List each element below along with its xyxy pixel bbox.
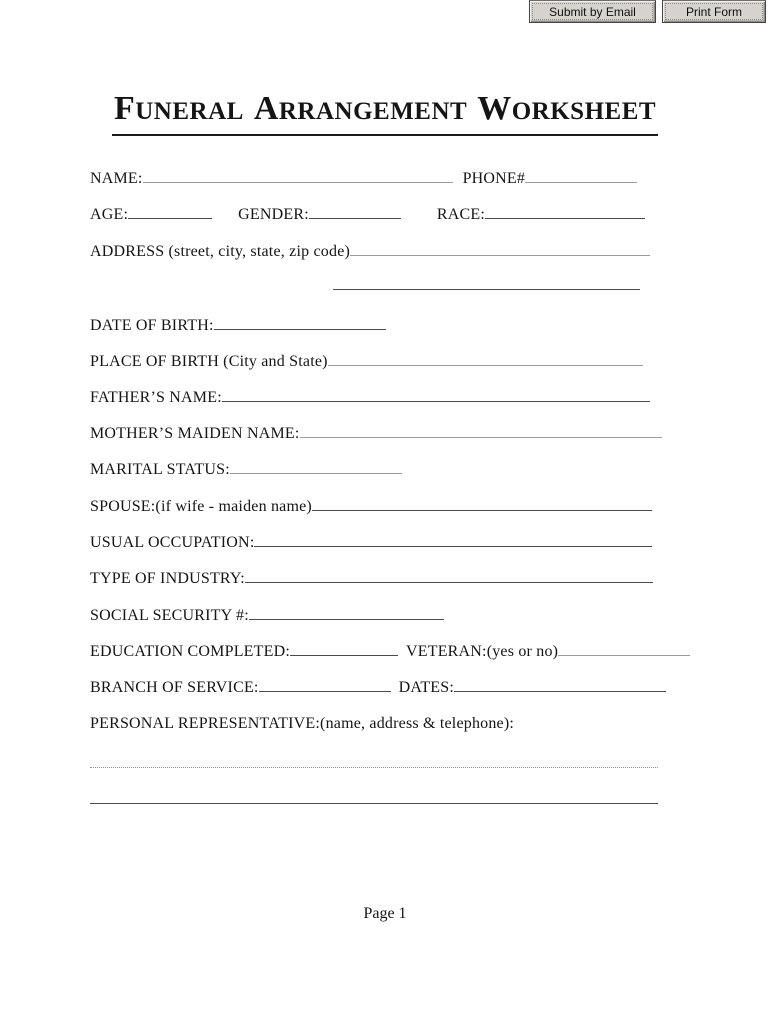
address-input[interactable] — [350, 241, 650, 256]
title-word2-rest: RRANGEMENT — [278, 98, 468, 125]
title-word2-initial: A — [253, 90, 279, 127]
education-completed-input[interactable] — [290, 641, 398, 656]
phone-label: PHONE# — [462, 170, 526, 187]
row-usual-occupation — [90, 532, 652, 553]
place-of-birth-label: PLACE OF BIRTH (City and State) — [90, 353, 328, 370]
marital-status-input[interactable] — [230, 459, 402, 474]
place-of-birth-input[interactable] — [328, 351, 643, 366]
usual-occupation-input[interactable] — [254, 532, 652, 547]
row-fathers-name — [90, 387, 650, 408]
row-place-of-birth — [90, 351, 643, 372]
page-title — [112, 92, 658, 136]
row-marital-status — [90, 459, 402, 480]
age-label: AGE: — [90, 206, 129, 223]
veteran-label: VETERAN:(yes or no) — [406, 643, 559, 660]
race-input[interactable] — [485, 204, 645, 219]
mothers-maiden-name-label: MOTHER’S MAIDEN NAME: — [90, 425, 300, 442]
submit-by-email-button[interactable]: Submit by Email — [529, 0, 656, 23]
type-of-industry-input[interactable] — [245, 568, 653, 583]
row-address — [90, 241, 650, 262]
gender-label: GENDER: — [238, 206, 309, 223]
education-completed-label: EDUCATION COMPLETED: — [90, 643, 290, 660]
name-input[interactable] — [143, 168, 453, 183]
title-wrap — [0, 92, 770, 136]
title-word3-initial: W — [477, 90, 512, 127]
mothers-maiden-name-input[interactable] — [300, 423, 662, 438]
name-label: NAME: — [90, 170, 143, 187]
date-of-birth-input[interactable] — [214, 315, 386, 330]
personal-representative-label: PERSONAL REPRESENTATIVE:(name, address & telephone): — [90, 715, 515, 732]
branch-of-service-input[interactable] — [259, 677, 391, 692]
title-word3-rest: ORKSHEET — [511, 98, 657, 125]
personal-representative-line1-input[interactable] — [90, 754, 658, 768]
row-personal-representative — [90, 714, 514, 734]
dates-input[interactable] — [454, 677, 666, 692]
row-age-gender-race — [90, 204, 645, 225]
personal-representative-line2-input[interactable] — [90, 790, 658, 804]
social-security-label: SOCIAL SECURITY #: — [90, 607, 249, 624]
dates-label: DATES: — [398, 679, 455, 696]
social-security-input[interactable] — [249, 605, 444, 620]
print-form-button[interactable]: Print Form — [662, 0, 766, 23]
row-branch-dates — [90, 677, 666, 698]
marital-status-label: MARITAL STATUS: — [90, 461, 230, 478]
type-of-industry-label: TYPE OF INDUSTRY: — [90, 570, 245, 587]
address-label: ADDRESS (street, city, state, zip code) — [90, 243, 351, 260]
veteran-input[interactable] — [558, 641, 690, 656]
row-education-veteran — [90, 641, 690, 662]
page-number: Page 1 — [363, 905, 407, 922]
branch-of-service-label: BRANCH OF SERVICE: — [90, 679, 259, 696]
row-social-security — [90, 605, 444, 626]
row-type-of-industry — [90, 568, 653, 589]
race-label: RACE: — [436, 206, 485, 223]
phone-input[interactable] — [525, 168, 637, 183]
row-date-of-birth — [90, 315, 386, 336]
row-name-phone — [90, 168, 637, 189]
fathers-name-input[interactable] — [222, 387, 650, 402]
age-input[interactable] — [128, 204, 212, 219]
fathers-name-label: FATHER’S NAME: — [90, 389, 222, 406]
row-mothers-maiden-name — [90, 423, 662, 444]
row-spouse — [90, 496, 652, 517]
spouse-input[interactable] — [312, 496, 652, 511]
gender-input[interactable] — [309, 204, 401, 219]
title-word1-rest: UNERAL — [135, 98, 244, 125]
spouse-label: SPOUSE:(if wife - maiden name) — [90, 498, 312, 515]
date-of-birth-label: DATE OF BIRTH: — [90, 317, 214, 334]
address-line2-input[interactable] — [333, 276, 640, 290]
usual-occupation-label: USUAL OCCUPATION: — [90, 534, 255, 551]
title-word1-initial: F — [113, 90, 136, 127]
